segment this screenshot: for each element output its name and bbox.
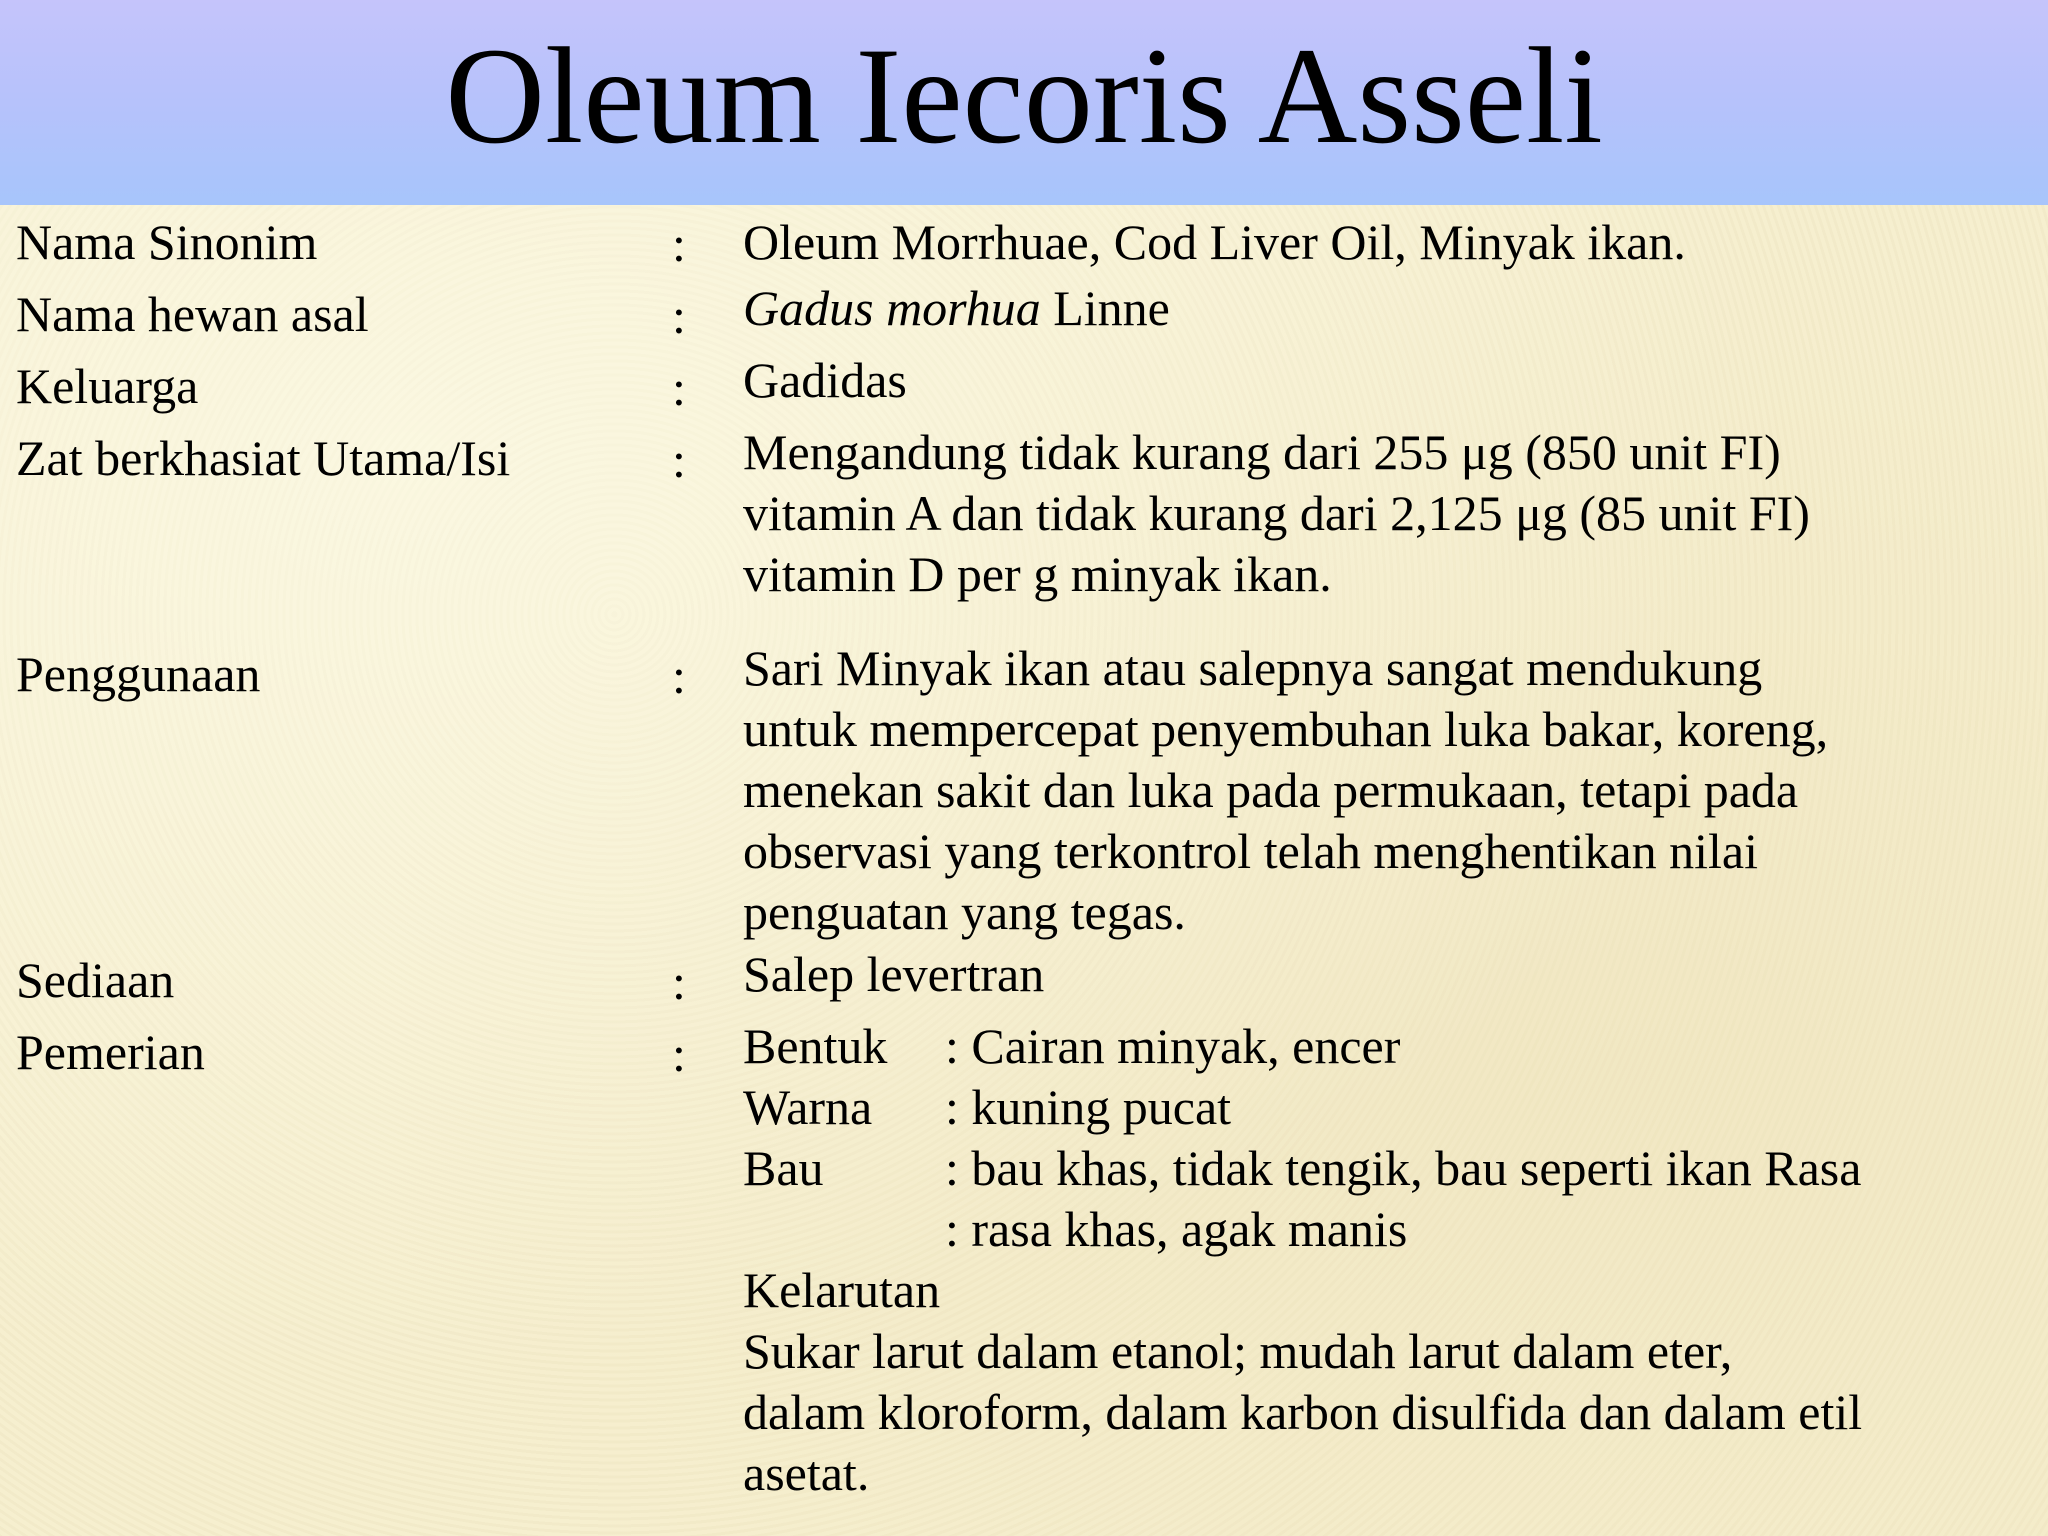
row-value: Gadidas [743,352,907,408]
kelarutan-line: dalam kloroform, dalam karbon disulfida dan dalam etil [743,1384,1863,1440]
colon-separator: : [672,432,686,488]
row-value [743,422,2038,605]
row-label: Penggunaan [16,646,261,702]
value-line: vitamin D per g minyak ikan. [743,546,1332,602]
colon-separator: : [672,648,686,704]
kelarutan-label: Kelarutan [743,1262,941,1318]
pemerian-key-bentuk: Bentuk [743,1018,888,1074]
row-value: Salep levertran [743,946,1045,1002]
row-label: Nama hewan asal [16,286,369,342]
value-line: penguatan yang tegas. [743,884,1186,940]
pemerian-value-rasa: : rasa khas, agak manis [945,1201,1408,1257]
species-name: Gadus morhua [743,280,1041,336]
kelarutan-line: Sukar larut dalam etanol; mudah larut dalam eter, [743,1323,1733,1379]
value-line: Sari Minyak ikan atau salepnya sangat mendukung [743,640,1763,696]
value-line: Mengandung tidak kurang dari 255 μg (850 unit FI) [743,424,1781,480]
colon-separator: : [672,1026,686,1082]
row-value: Oleum Morrhuae, Cod Liver Oil, Minyak ikan. [743,214,1686,270]
row-label: Pemerian [16,1024,205,1080]
pemerian-value-warna: : kuning pucat [945,1079,1232,1135]
row-label: Sediaan [16,952,175,1008]
value-line: untuk mempercepat penyembuhan luka bakar, koreng, [743,701,1829,757]
row-label: Zat berkhasiat Utama/Isi [16,430,511,486]
pemerian-value-bau: : bau khas, tidak tengik, bau seperti ikan Rasa [945,1140,1862,1196]
value-line: vitamin A dan tidak kurang dari 2,125 μg (85 unit FI) [743,485,1810,541]
title-bar [0,0,2048,205]
pemerian-key-bau: Bau [743,1140,824,1196]
row-value [743,638,2038,943]
slide-title: Oleum Iecoris Asseli [445,19,1603,172]
value-line: observasi yang terkontrol telah menghentikan nilai [743,823,1758,879]
species-author: Linne [1040,280,1170,336]
colon-separator: : [672,288,686,344]
colon-separator: : [672,360,686,416]
row-label: Keluarga [16,358,199,414]
colon-separator: : [672,216,686,272]
colon-separator: : [672,954,686,1010]
pemerian-value-bentuk: : Cairan minyak, encer [945,1018,1401,1074]
row-label: Nama Sinonim [16,214,318,270]
value-line: menekan sakit dan luka pada permukaan, tetapi pada [743,762,1799,818]
row-value [743,278,2038,339]
pemerian-key-warna: Warna [743,1079,873,1135]
kelarutan-line: asetat. [743,1445,870,1501]
